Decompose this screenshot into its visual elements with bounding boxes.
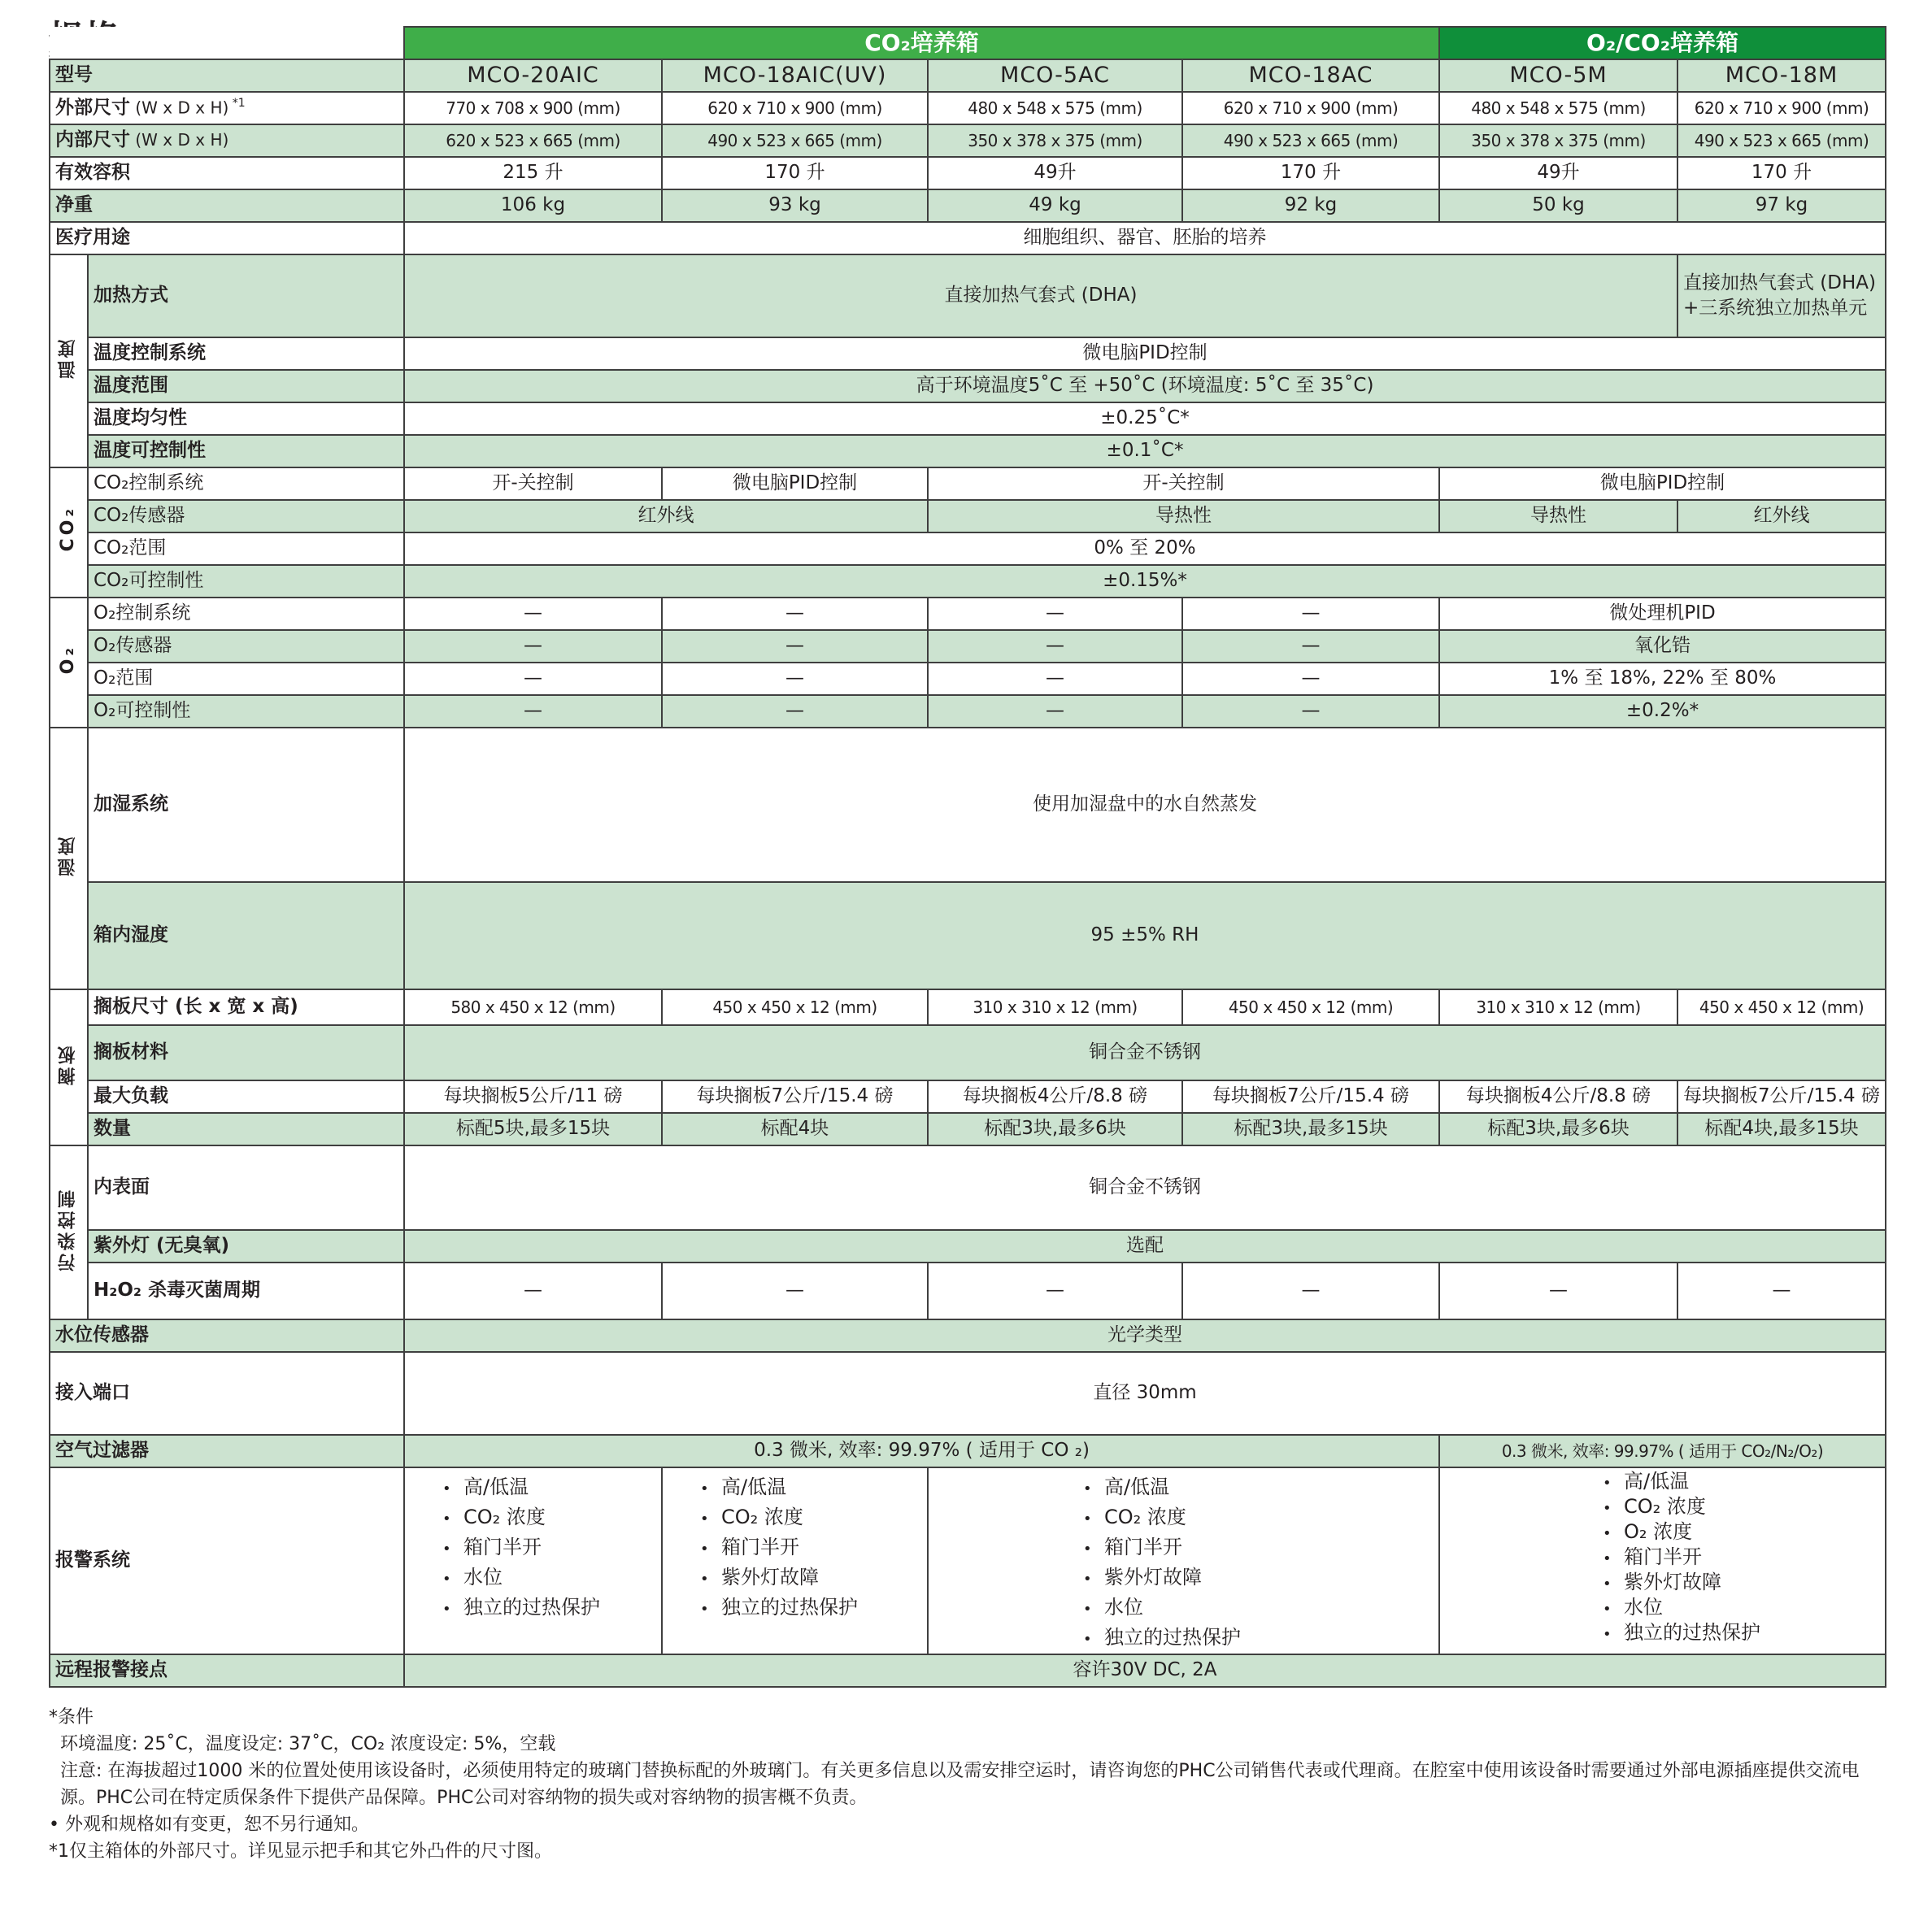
row-label: 内表面 xyxy=(88,1145,404,1230)
footnote-mark: *1 xyxy=(228,96,246,110)
condition-text: 环境温度: 25˚C，温度设定: 37˚C，CO₂ 浓度设定: 5%，空载 xyxy=(60,1734,556,1754)
alarm-item: • CO₂ 浓度 xyxy=(442,1503,661,1533)
cell-value: 开-关控制 xyxy=(404,467,662,500)
dash-cell: — xyxy=(928,630,1182,663)
cell-value: 170 升 xyxy=(1182,157,1439,189)
cell-value: 高于环境温度5˚C 至 +50˚C (环境温度: 5˚C 至 35˚C) xyxy=(404,370,1886,402)
alarm-item: • 高/低温 xyxy=(1083,1473,1438,1503)
dash-cell: — xyxy=(662,695,928,728)
dash-cell: — xyxy=(1182,1263,1439,1319)
cell-value: 480 x 548 x 575 (mm) xyxy=(1439,92,1677,124)
row-label: 水位传感器 xyxy=(50,1319,404,1352)
dash-cell: — xyxy=(1182,695,1439,728)
cell-value: 450 x 450 x 12 (mm) xyxy=(662,989,928,1025)
dash-cell: — xyxy=(928,598,1182,630)
alarm-list-cell xyxy=(928,1467,1439,1654)
row-label: 加热方式 xyxy=(88,254,404,337)
row-label: 温度均匀性 xyxy=(88,402,404,435)
row-label: CO₂控制系统 xyxy=(88,467,404,500)
cell-value: 光学类型 xyxy=(404,1319,1886,1352)
cell-value: 每块搁板4公斤/8.8 磅 xyxy=(928,1080,1182,1113)
row-label xyxy=(50,92,404,124)
cell-value: 92 kg xyxy=(1182,189,1439,222)
cell-value: 310 x 310 x 12 (mm) xyxy=(928,989,1182,1025)
cell-value: 480 x 548 x 575 (mm) xyxy=(928,92,1182,124)
footnote-1: *1仅主箱体的外部尺寸。详见显示把手和其它外凸件的尺寸图。 xyxy=(49,1841,552,1862)
dash-cell: — xyxy=(404,1263,662,1319)
dash-cell: — xyxy=(404,598,662,630)
row-label: 温度可控制性 xyxy=(88,435,404,467)
alarm-item: • 箱门半开 xyxy=(442,1533,661,1563)
row-label: 搁板材料 xyxy=(88,1025,404,1080)
row-label: CO₂可控制性 xyxy=(88,565,404,598)
footnotes xyxy=(49,1704,1895,1865)
cell-value: 开-关控制 xyxy=(928,467,1439,500)
cell-value: 使用加湿盘中的水自然蒸发 xyxy=(404,728,1886,882)
model-name: MCO-18AC xyxy=(1182,59,1439,92)
group-label-o2 xyxy=(50,598,88,728)
row-label: 箱内湿度 xyxy=(88,882,404,989)
cell-value: 标配4块,最多15块 xyxy=(1677,1113,1886,1145)
label-text: 内部尺寸 xyxy=(55,129,130,151)
dash-cell: — xyxy=(662,1263,928,1319)
dash-cell: — xyxy=(1182,663,1439,695)
cell-value: 导热性 xyxy=(1439,500,1677,532)
cell-value: 直径 30mm xyxy=(404,1352,1886,1435)
group-label-text: 搁板 xyxy=(58,1042,79,1085)
row-label: 数量 xyxy=(88,1113,404,1145)
model-name: MCO-18AIC(UV) xyxy=(662,59,928,92)
humidifying-row xyxy=(50,728,1886,882)
alarm-item: • 水位 xyxy=(1603,1596,1885,1621)
dash-cell: — xyxy=(928,1263,1182,1319)
cell-value: 每块搁板5公斤/11 磅 xyxy=(404,1080,662,1113)
remote-alarm-row xyxy=(50,1654,1886,1687)
row-label: 最大负载 xyxy=(88,1080,404,1113)
cell-value: 微电脑PID控制 xyxy=(1439,467,1886,500)
cell-value: 310 x 310 x 12 (mm) xyxy=(1439,989,1677,1025)
alarm-item: • CO₂ 浓度 xyxy=(1603,1495,1885,1520)
dash-cell: — xyxy=(1182,630,1439,663)
cell-value: 每块搁板7公斤/15.4 磅 xyxy=(662,1080,928,1113)
row-label: 温度范围 xyxy=(88,370,404,402)
shelf-size-row xyxy=(50,989,1886,1025)
model-name: MCO-20AIC xyxy=(404,59,662,92)
cell-value: 铜合金不锈钢 xyxy=(404,1145,1886,1230)
group-label-humidity xyxy=(50,728,88,989)
alarm-list-cell xyxy=(662,1467,928,1654)
row-label: 温度控制系统 xyxy=(88,337,404,370)
cell-value: 标配4块 xyxy=(662,1113,928,1145)
dash-cell: — xyxy=(662,630,928,663)
dash-cell: — xyxy=(1182,598,1439,630)
alarm-item: • CO₂ 浓度 xyxy=(1083,1503,1438,1533)
model-name: MCO-5AC xyxy=(928,59,1182,92)
outer-dims-row xyxy=(50,92,1886,124)
cell-value: 215 升 xyxy=(404,157,662,189)
alarm-item: • 高/低温 xyxy=(1603,1470,1885,1495)
group-label-shelf xyxy=(50,989,88,1145)
dash-cell: — xyxy=(404,663,662,695)
label-unit: (W x D x H) xyxy=(130,98,229,118)
cell-value: 770 x 708 x 900 (mm) xyxy=(404,92,662,124)
uv-lamp-row xyxy=(50,1230,1886,1263)
o2-range-row xyxy=(50,663,1886,695)
change-notice: • 外观和规格如有变更，恕不另行通知。 xyxy=(49,1815,369,1835)
co2-incubator-category: CO₂培养箱 xyxy=(404,27,1439,59)
cell-value: 170 升 xyxy=(662,157,928,189)
alarm-item: • 独立的过热保护 xyxy=(1603,1621,1885,1646)
row-label: O₂范围 xyxy=(88,663,404,695)
h2o2-row xyxy=(50,1263,1886,1319)
water-sensor-row xyxy=(50,1319,1886,1352)
dash-cell: — xyxy=(404,695,662,728)
cell-value: 标配3块,最多6块 xyxy=(928,1113,1182,1145)
cell-value: 620 x 710 x 900 (mm) xyxy=(1677,92,1886,124)
row-label: 搁板尺寸 (长 x 宽 x 高) xyxy=(88,989,404,1025)
dash-cell: — xyxy=(1439,1263,1677,1319)
dash-cell: — xyxy=(662,663,928,695)
cell-value: 微电脑PID控制 xyxy=(404,337,1886,370)
cell-value: 490 x 523 x 665 (mm) xyxy=(1677,124,1886,157)
cell-value: 49升 xyxy=(928,157,1182,189)
row-label: 报警系统 xyxy=(50,1467,404,1654)
cell-value: 620 x 710 x 900 (mm) xyxy=(662,92,928,124)
alarm-item: • 紫外灯故障 xyxy=(1083,1563,1438,1593)
alarm-item: • 独立的过热保护 xyxy=(700,1593,927,1623)
group-label-text: 温度 xyxy=(58,336,79,379)
inner-surface-row xyxy=(50,1145,1886,1230)
cell-value: 标配5块,最多15块 xyxy=(404,1113,662,1145)
row-label: 空气过滤器 xyxy=(50,1435,404,1467)
weight-row xyxy=(50,189,1886,222)
label-unit: (W x D x H) xyxy=(130,130,229,150)
cell-value: 97 kg xyxy=(1677,189,1886,222)
row-label: H₂O₂ 杀毒灭菌周期 xyxy=(88,1263,404,1319)
co2-controllability-row xyxy=(50,565,1886,598)
cell-value: 49升 xyxy=(1439,157,1677,189)
alarm-item: • CO₂ 浓度 xyxy=(700,1503,927,1533)
dash-cell: — xyxy=(928,663,1182,695)
cell-value: 450 x 450 x 12 (mm) xyxy=(1677,989,1886,1025)
alarm-list xyxy=(1603,1470,1885,1646)
temp-controllability-row xyxy=(50,435,1886,467)
o2-controllability-row xyxy=(50,695,1886,728)
cell-value: 氧化锆 xyxy=(1439,630,1886,663)
cell-value: 红外线 xyxy=(1677,500,1886,532)
cell-value: 导热性 xyxy=(928,500,1439,532)
humidity-row xyxy=(50,882,1886,989)
cell-value: 95 ±5% RH xyxy=(404,882,1886,989)
row-label: 净重 xyxy=(50,189,404,222)
label-text: 外部尺寸 xyxy=(55,97,130,119)
co2-sensor-row xyxy=(50,500,1886,532)
cell-value: 每块搁板4公斤/8.8 磅 xyxy=(1439,1080,1677,1113)
cell-value: 0.3 微米, 效率: 99.97% ( 适用于 CO ₂) xyxy=(404,1435,1439,1467)
alarm-item: • O₂ 浓度 xyxy=(1603,1520,1885,1545)
group-label-contamination xyxy=(50,1145,88,1319)
cell-value: 细胞组织、器官、胚胎的培养 xyxy=(404,222,1886,254)
alarm-list xyxy=(1083,1473,1438,1654)
co2-range-row xyxy=(50,532,1886,565)
cell-value: ±0.15%* xyxy=(404,565,1886,598)
temp-uniformity-row xyxy=(50,402,1886,435)
cell-value: 0.3 微米, 效率: 99.97% ( 适用于 CO₂/N₂/O₂) xyxy=(1439,1435,1886,1467)
o2-control-row xyxy=(50,598,1886,630)
cell-value: 350 x 378 x 375 (mm) xyxy=(928,124,1182,157)
shelf-material-row xyxy=(50,1025,1886,1080)
cell-value: 红外线 xyxy=(404,500,928,532)
air-filter-row xyxy=(50,1435,1886,1467)
dash-cell: — xyxy=(662,598,928,630)
inner-dims-row xyxy=(50,124,1886,157)
quantity-row xyxy=(50,1113,1886,1145)
cell-value: 50 kg xyxy=(1439,189,1677,222)
caution-text: 注意: 在海拔超过1000 米的位置处使用该设备时，必须使用特定的玻璃门替换标配的外玻璃门。有关更多信息以及需安排空运时，请咨询您的PHC公司销售代表或代理商。在腔室中使用该设备时需要通过外部电源插座提供交流电源。PHC公司在特定质保条件下提供产品保障。PHC公司对容纳物的损失或对容纳物的损害概不负责。 xyxy=(60,1761,1860,1808)
o2co2-incubator-category: O₂/CO₂培养箱 xyxy=(1439,27,1886,59)
group-label-text: CO₂ xyxy=(58,506,79,552)
cell-value: 选配 xyxy=(404,1230,1886,1263)
row-label: 医疗用途 xyxy=(50,222,404,254)
model-name: MCO-18M xyxy=(1677,59,1886,92)
group-label-co2 xyxy=(50,467,88,598)
alarm-item: • 紫外灯故障 xyxy=(1603,1571,1885,1596)
heating-row xyxy=(50,254,1886,337)
group-label-text: 湿度 xyxy=(58,833,79,876)
alarm-list xyxy=(700,1473,927,1623)
alarm-item: • 箱门半开 xyxy=(700,1533,927,1563)
row-label: 型号 xyxy=(50,59,404,92)
cell-value: 直接加热气套式 (DHA) +三系统独立加热单元 xyxy=(1677,254,1886,337)
cell-value: 铜合金不锈钢 xyxy=(404,1025,1886,1080)
cell-value: 106 kg xyxy=(404,189,662,222)
cell-value: 49 kg xyxy=(928,189,1182,222)
cell-value: ±0.1˚C* xyxy=(404,435,1886,467)
alarm-list xyxy=(442,1473,661,1623)
dash-cell: — xyxy=(404,630,662,663)
row-label: 紫外灯 (无臭氧) xyxy=(88,1230,404,1263)
row-label: O₂传感器 xyxy=(88,630,404,663)
cell-value: 93 kg xyxy=(662,189,928,222)
cell-value: 直接加热气套式 (DHA) xyxy=(404,254,1677,337)
row-label: 有效容积 xyxy=(50,157,404,189)
alarm-row xyxy=(50,1467,1886,1654)
alarm-item: • 水位 xyxy=(442,1563,661,1593)
alarm-item: • 独立的过热保护 xyxy=(442,1593,661,1623)
medical-row xyxy=(50,222,1886,254)
alarm-list-cell xyxy=(1439,1467,1886,1654)
cell-value: 580 x 450 x 12 (mm) xyxy=(404,989,662,1025)
temp-range-row xyxy=(50,370,1886,402)
cell-value: ±0.25˚C* xyxy=(404,402,1886,435)
cell-value: 微处理机PID xyxy=(1439,598,1886,630)
row-label: 远程报警接点 xyxy=(50,1654,404,1687)
cell-value: 350 x 378 x 375 (mm) xyxy=(1439,124,1677,157)
alarm-item: • 水位 xyxy=(1083,1593,1438,1623)
model-name: MCO-5M xyxy=(1439,59,1677,92)
alarm-item: • 箱门半开 xyxy=(1603,1545,1885,1571)
cell-value: 微电脑PID控制 xyxy=(662,467,928,500)
row-label: 接入端口 xyxy=(50,1352,404,1435)
cell-value: 每块搁板7公斤/15.4 磅 xyxy=(1677,1080,1886,1113)
cell-value: 标配3块,最多15块 xyxy=(1182,1113,1439,1145)
cell-value: 620 x 523 x 665 (mm) xyxy=(404,124,662,157)
group-label-text: 污染控制 xyxy=(58,1186,79,1271)
cell-value: 490 x 523 x 665 (mm) xyxy=(662,124,928,157)
cell-value: 每块搁板7公斤/15.4 磅 xyxy=(1182,1080,1439,1113)
cell-value: 容许30V DC, 2A xyxy=(404,1654,1886,1687)
condition-title: *条件 xyxy=(49,1707,94,1728)
row-label: CO₂范围 xyxy=(88,532,404,565)
o2-sensor-row xyxy=(50,630,1886,663)
co2-control-row xyxy=(50,467,1886,500)
cell-value: ±0.2%* xyxy=(1439,695,1886,728)
temp-control-row xyxy=(50,337,1886,370)
max-load-row xyxy=(50,1080,1886,1113)
cell-value: 170 升 xyxy=(1677,157,1886,189)
alarm-list-cell xyxy=(404,1467,662,1654)
cell-value: 450 x 450 x 12 (mm) xyxy=(1182,989,1439,1025)
spec-table xyxy=(49,26,1886,1688)
row-label: 加湿系统 xyxy=(88,728,404,882)
alarm-item: • 独立的过热保护 xyxy=(1083,1623,1438,1654)
group-label-text: O₂ xyxy=(58,644,79,674)
access-port-row xyxy=(50,1352,1886,1435)
alarm-item: • 高/低温 xyxy=(700,1473,927,1503)
cell-value: 1% 至 18%, 22% 至 80% xyxy=(1439,663,1886,695)
dash-cell: — xyxy=(1677,1263,1886,1319)
row-label: O₂控制系统 xyxy=(88,598,404,630)
alarm-item: • 箱门半开 xyxy=(1083,1533,1438,1563)
row-label xyxy=(50,124,404,157)
alarm-item: • 高/低温 xyxy=(442,1473,661,1503)
volume-row xyxy=(50,157,1886,189)
cell-value: 标配3块,最多6块 xyxy=(1439,1113,1677,1145)
alarm-item: • 紫外灯故障 xyxy=(700,1563,927,1593)
category-row xyxy=(50,27,1886,59)
cell-value: 490 x 523 x 665 (mm) xyxy=(1182,124,1439,157)
row-label: CO₂传感器 xyxy=(88,500,404,532)
row-label: O₂可控制性 xyxy=(88,695,404,728)
cell-value: 0% 至 20% xyxy=(404,532,1886,565)
cell-value: 620 x 710 x 900 (mm) xyxy=(1182,92,1439,124)
group-label-temperature xyxy=(50,254,88,467)
dash-cell: — xyxy=(928,695,1182,728)
model-row xyxy=(50,59,1886,92)
